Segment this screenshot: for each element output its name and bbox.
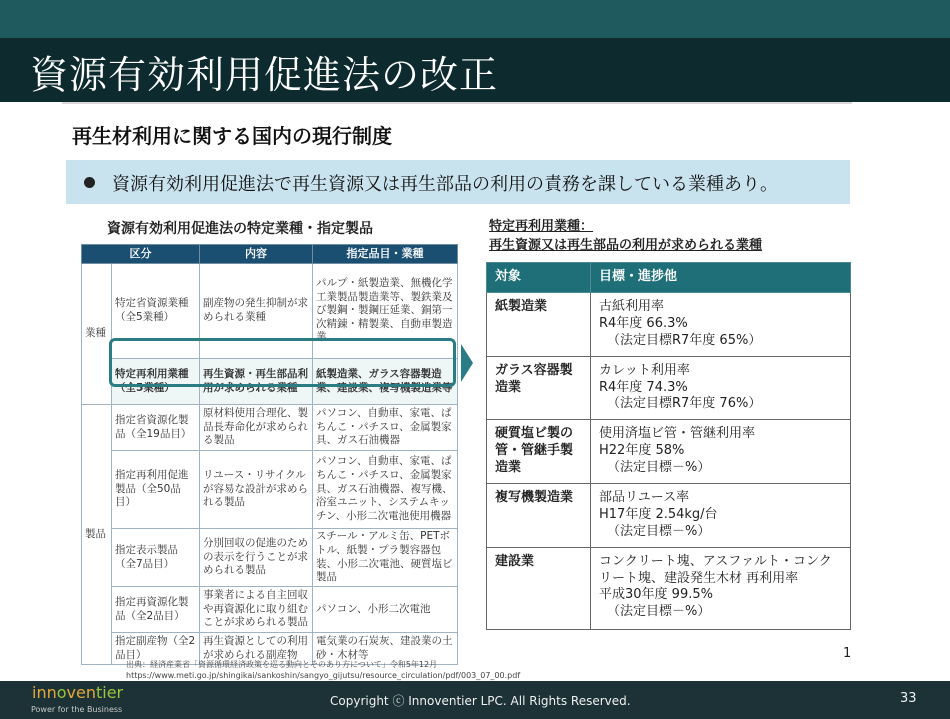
goal-value: H17年度 2.54kg/台: [599, 506, 718, 522]
table-row: [487, 420, 851, 484]
goal-value: R4年度 66.3%: [599, 315, 688, 331]
hinmoku-cell: パルプ・紙製造業、無機化学工業製品製造業等、製鉄業及び製鋼・製鋼圧延業、銅第一次精錬・精製業、自動車製造業: [313, 264, 458, 359]
goal-target: （法定目標－%）: [607, 460, 711, 476]
goal-cell: [591, 356, 851, 420]
hinmoku-cell: 電気業の石炭灰、建設業の土砂・木材等: [313, 633, 458, 665]
table-header-row: [487, 263, 851, 293]
naiyo-cell: 再生資源としての利用が求められる副産物: [200, 633, 313, 665]
hinmoku-cell: パソコン、自動車、家電、ぱちんこ・パチスロ、金属製家具、ガス石油機器、複写機、浴室ユニット、システムキッチン、小形二次電池使用機器: [313, 451, 458, 529]
right-title-line1: 特定再利用業種：: [489, 219, 594, 234]
table-row: [82, 451, 458, 529]
innoventier-logo: [32, 683, 123, 702]
goal-cell: [591, 484, 851, 548]
naiyo-cell: 再生資源・再生部品利用が求められる業種: [200, 359, 313, 405]
target-cell: 硬質塩ビ製の管・管継手製造業: [487, 420, 591, 484]
group-cell: 製品: [82, 405, 112, 665]
copyright-text: Copyright ⓒ Innoventier LPC. All Rights Reserved.: [330, 694, 631, 708]
arrow-right-icon: [461, 344, 473, 382]
hinmoku-cell: パソコン、自動車、家電、ぱちんこ・パチスロ、金属製家具、ガス石油機器: [313, 405, 458, 451]
kubun-cell: 指定省資源化製品（全19品目）: [112, 405, 200, 451]
kubun-cell: 特定再利用業種（全5業種）: [112, 359, 200, 405]
table-row: [82, 264, 458, 359]
column-header: 目標・進捗他: [591, 263, 851, 293]
target-cell: 複写機製造業: [487, 484, 591, 548]
title-divider: [62, 102, 852, 104]
target-cell: ガラス容器製造業: [487, 356, 591, 420]
logo-part: o: [56, 683, 67, 702]
hinmoku-cell: パソコン、小形二次電池: [313, 587, 458, 633]
table-row: [82, 587, 458, 633]
naiyo-cell: リユース・リサイクルが容易な設計が求められる製品: [200, 451, 313, 529]
target-cell: 建設業: [487, 547, 591, 629]
callout-box: [66, 160, 850, 204]
right-title-line2: 再生資源又は再生部品の利用が求められる業種: [489, 237, 763, 253]
column-header: 指定品目・業種: [313, 245, 458, 264]
slide-number: 33: [900, 691, 917, 706]
logo-tagline: Power for the Business: [31, 705, 123, 714]
naiyo-cell: 事業者による自主回収や再資源化に取り組むことが求められる製品: [200, 587, 313, 633]
goal-target: （法定目標－%）: [607, 523, 711, 539]
page-marker: 1: [843, 646, 852, 661]
kubun-cell: 指定副産物（全2品目）: [112, 633, 200, 665]
goal-metric: 部品リユース率: [599, 490, 690, 506]
goal-value: H22年度 58%: [599, 443, 685, 459]
naiyo-cell: 原材料使用合理化、製品長寿命化が求められる製品: [200, 405, 313, 451]
table-row: [82, 529, 458, 587]
logo-part: ven: [66, 683, 96, 702]
goal-value: 平成30年度 99.5%: [599, 587, 713, 603]
table-row: [487, 356, 851, 420]
left-table-title: 資源有効利用促進法の特定業種・指定製品: [107, 221, 373, 237]
logo-part: inn: [32, 683, 57, 702]
group-cell: 業種: [82, 264, 112, 405]
goal-value: R4年度 74.3%: [599, 379, 688, 395]
goal-metric: 古紙利用率: [599, 299, 665, 314]
slide-title: 資源有効利用促進法の改正: [30, 53, 499, 97]
title-bar: [0, 38, 950, 102]
kubun-cell: 指定再資源化製品（全2品目）: [112, 587, 200, 633]
logo-part: tier: [95, 683, 124, 702]
table-row-highlighted: [82, 359, 458, 405]
source-url: https://www.meti.go.jp/shingikai/sankoshin/sangyo_gijutsu/resource_circulation/pdf/003_07_00.pdf: [126, 670, 521, 680]
footer-bar: [0, 681, 950, 719]
table-row: [487, 484, 851, 548]
table-row: [487, 547, 851, 629]
goal-cell: [591, 293, 851, 357]
source-line: 出典：経済産業省「資源循環経済政策を巡る動向とそのあり方について」令和5年12月: [126, 660, 438, 669]
column-header: 対象: [487, 263, 591, 293]
hinmoku-cell: スチール・アルミ缶、PETボトル、紙製・プラ製容器包装、小形二次電池、硬質塩ビ製品: [313, 529, 458, 587]
bullet-icon: [84, 177, 95, 188]
callout-text: 資源有効利用促進法で再生資源又は再生部品の利用の責務を課している業種あり。: [112, 174, 778, 195]
kubun-cell: 指定再利用促進製品（全50品目）: [112, 451, 200, 529]
column-header: 内容: [200, 245, 313, 264]
kubun-cell: 指定表示製品（全7品目）: [112, 529, 200, 587]
slide-subtitle: 再生材利用に関する国内の現行制度: [72, 124, 392, 148]
designated-industries-table: [81, 244, 458, 665]
goal-metric: 使用済塩ビ管・管継利用率: [599, 426, 756, 442]
goal-metric: コンクリート塊、アスファルト・コンクリート塊、建設発生木材 再利用率: [599, 553, 832, 586]
column-header: 区分: [82, 245, 200, 264]
naiyo-cell: 分別回収の促進のための表示を行うことが求められる製品: [200, 529, 313, 587]
table-row: [487, 293, 851, 357]
recycling-targets-table: [486, 262, 851, 630]
goal-target: （法定目標－%）: [607, 604, 711, 620]
table-row: [82, 405, 458, 451]
goal-cell: [591, 420, 851, 484]
goal-cell: [591, 547, 851, 629]
hinmoku-cell: 紙製造業、ガラス容器製造業、建設業、複写機製造業等: [313, 359, 458, 405]
source-note: [126, 660, 520, 682]
top-band: [0, 0, 950, 38]
right-table-title: [489, 218, 762, 256]
goal-metric: カレット利用率: [599, 362, 690, 378]
goal-target: （法定目標R7年度 65%）: [607, 332, 762, 348]
naiyo-cell: 副産物の発生抑制が求められる業種: [200, 264, 313, 359]
goal-target: （法定目標R7年度 76%）: [607, 396, 762, 412]
table-header-row: [82, 245, 458, 264]
kubun-cell: 特定省資源業種（全5業種）: [112, 264, 200, 359]
target-cell: 紙製造業: [487, 293, 591, 357]
